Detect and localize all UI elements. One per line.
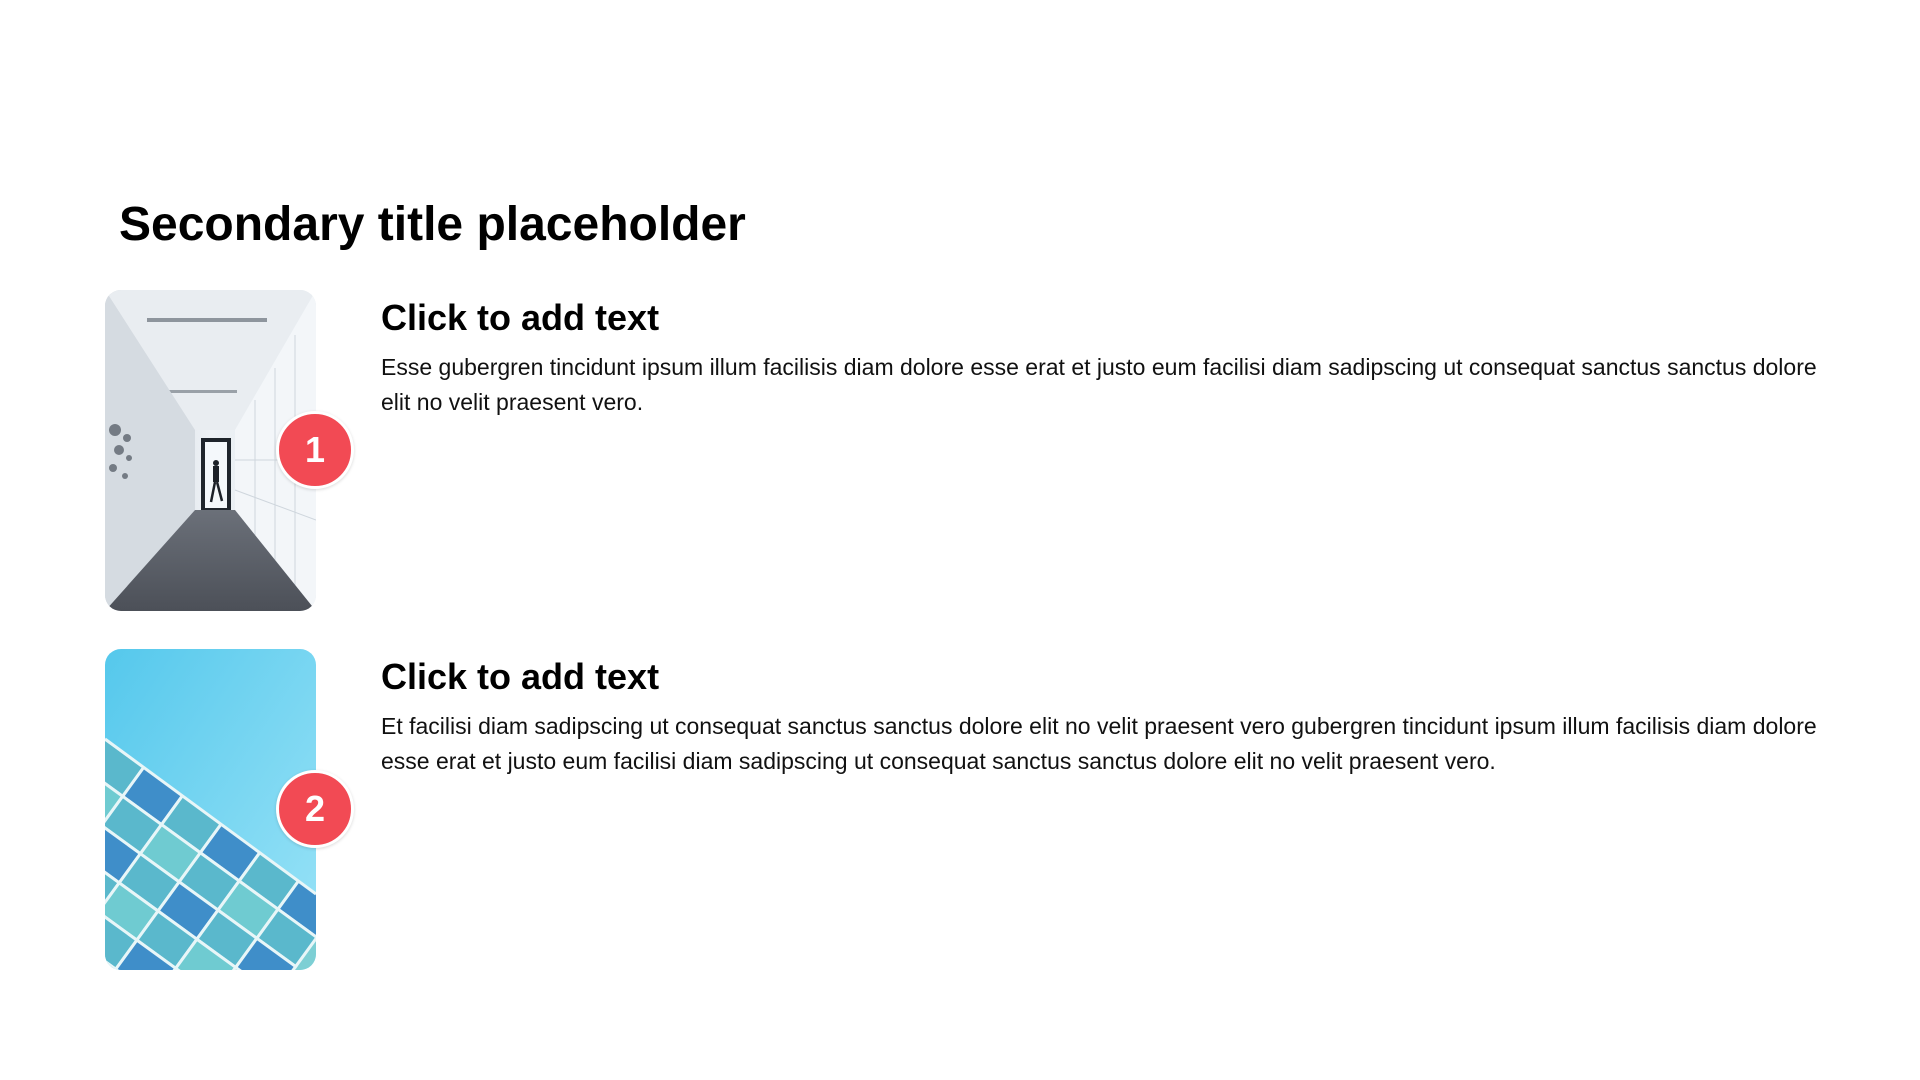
item-body[interactable]: Et facilisi diam sadipscing ut consequat sanctus sanctus dolore elit no velit praesent vero gubergren tincidunt ipsum illum facilisis diam dolore esse erat et justo eum facilisi diam sadipscing ut consequat sanctus sanctus dolore elit no velit praesent vero.	[381, 713, 1817, 774]
page-title[interactable]: Secondary title placeholder	[119, 198, 746, 251]
item-heading[interactable]: Click to add text	[381, 297, 660, 338]
step-number-badge: 1	[276, 411, 354, 489]
item-body[interactable]: Esse gubergren tincidunt ipsum illum facilisis diam dolore esse erat et justo eum facilisi diam sadipscing ut consequat sanctus sanctus dolore elit no velit praesent vero.	[381, 354, 1817, 415]
step-number-badge: 2	[276, 770, 354, 848]
item-heading[interactable]: Click to add text	[381, 656, 660, 697]
item-text-block	[381, 649, 1821, 779]
item-text-block	[381, 290, 1821, 420]
